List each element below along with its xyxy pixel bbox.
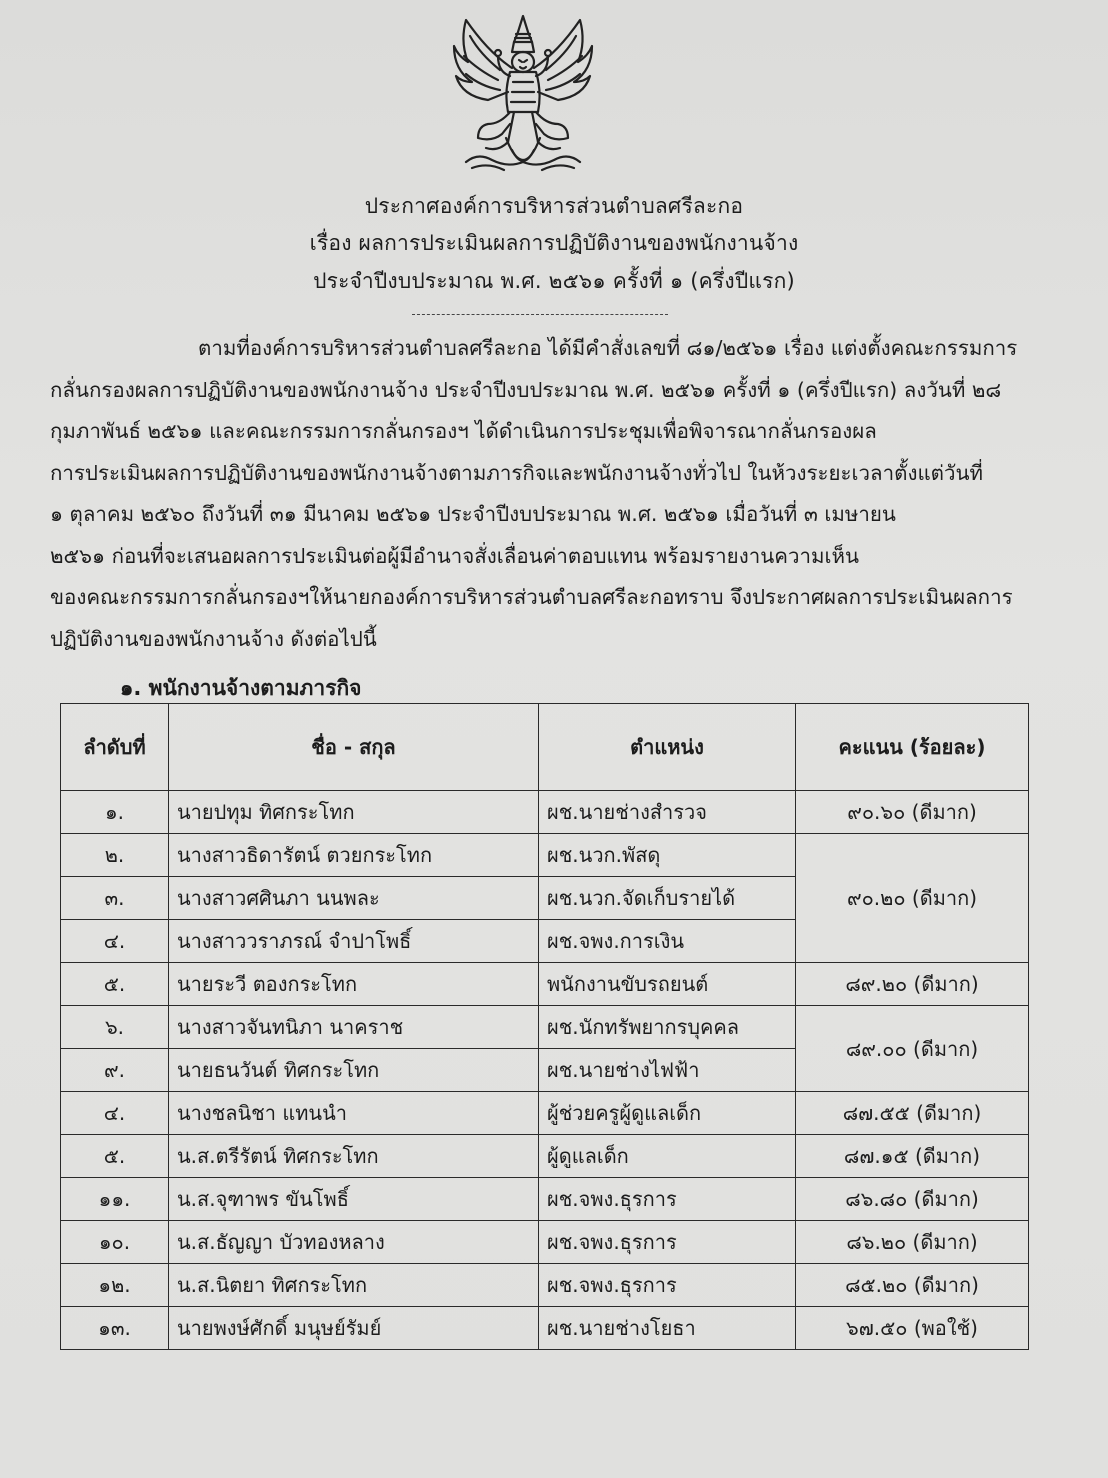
body-line: กุมภาพันธ์ ๒๕๖๑ และคณะกรรมการกลั่นกรองฯ ได้ดำเนินการประชุมเพื่อพิจารณากลั่นกรองผล bbox=[50, 419, 877, 443]
row-score: ๙๐.๒๐ (ดีมาก) bbox=[796, 834, 1029, 963]
row-position: ผช.นักทรัพยากรบุคคล bbox=[539, 1006, 796, 1049]
row-position: ผู้ช่วยครูผู้ดูแลเด็ก bbox=[539, 1092, 796, 1135]
body-line: ๑ ตุลาคม ๒๕๖๐ ถึงวันที่ ๓๑ มีนาคม ๒๕๖๑ ประจำปีงบประมาณ พ.ศ. ๒๕๖๑ เมื่อวันที่ ๓ เมษายน bbox=[50, 502, 896, 526]
row-name: น.ส.ตรีรัตน์ ทิศกระโทก bbox=[169, 1135, 539, 1178]
table-row bbox=[61, 1178, 1029, 1221]
table-row bbox=[61, 791, 1029, 834]
row-name: นายระวี ตองกระโทก bbox=[169, 963, 539, 1006]
header-name: ชื่อ - สกุล bbox=[169, 704, 539, 791]
row-name: นางสาวศศินภา นนพละ bbox=[169, 877, 539, 920]
body-line: กลั่นกรองผลการปฏิบัติงานของพนักงานจ้าง ประจำปีงบประมาณ พ.ศ. ๒๕๖๑ ครั้งที่ ๑ (ครึ่งปีแรก) ลงวันที่ ๒๘ bbox=[50, 377, 1002, 402]
row-position: ผช.จพง.ธุรการ bbox=[539, 1264, 796, 1307]
row-position: ผช.นวก.พัสดุ bbox=[539, 834, 796, 877]
row-number: ๑๒. bbox=[61, 1264, 169, 1307]
body-line: ตามที่องค์การบริหารส่วนตำบลศรีละกอ ได้มีคำสั่งเลขที่ ๘๑/๒๕๖๑ เรื่อง แต่งตั้งคณะกรรมการ bbox=[198, 336, 1018, 360]
header-title: ประกาศองค์การบริหารส่วนตำบลศรีละกอ bbox=[364, 194, 744, 218]
header-fiscal-year: ประจำปีงบประมาณ พ.ศ. ๒๕๖๑ ครั้งที่ ๑ (ครึ่งปีแรก) bbox=[313, 269, 795, 293]
row-position: พนักงานขับรถยนต์ bbox=[539, 963, 796, 1006]
row-name: น.ส.ธัญญา บัวทองหลาง bbox=[169, 1221, 539, 1264]
row-number: ๔. bbox=[61, 920, 169, 963]
row-position: ผช.จพง.ธุรการ bbox=[539, 1178, 796, 1221]
body-line: ๒๕๖๑ ก่อนที่จะเสนอผลการประเมินต่อผู้มีอำนาจสั่งเลื่อนค่าตอบแทน พร้อมรายงานความเห็น bbox=[50, 543, 860, 568]
table-row bbox=[61, 1092, 1029, 1135]
table-row bbox=[61, 834, 1029, 877]
row-number: ๑๓. bbox=[61, 1307, 169, 1350]
table-row bbox=[61, 1307, 1029, 1350]
row-position: ผช.นวก.จัดเก็บรายได้ bbox=[539, 877, 796, 920]
row-name: นางสาวธิดารัตน์ ตวยกระโทก bbox=[169, 834, 539, 877]
header-divider bbox=[412, 314, 668, 315]
body-paragraph bbox=[50, 328, 1052, 660]
employee-score-table bbox=[60, 703, 1029, 1350]
body-line: ปฏิบัติงานของพนักงานจ้าง ดังต่อไปนี้ bbox=[50, 626, 377, 651]
row-name: น.ส.จุฑาพร ขันโพธิ์ bbox=[169, 1178, 539, 1221]
row-name: นายพงษ์ศักดิ์ มนุษย์รัมย์ bbox=[169, 1307, 539, 1350]
body-line: ของคณะกรรมการกลั่นกรองฯให้นายกองค์การบริหารส่วนตำบลศรีละกอทราบ จึงประกาศผลการประเมินผลการ bbox=[50, 585, 1013, 609]
garuda-emblem-icon bbox=[448, 12, 598, 182]
row-position: ผช.จพง.ธุรการ bbox=[539, 1221, 796, 1264]
row-number: ๙. bbox=[61, 1049, 169, 1092]
row-position: ผู้ดูแลเด็ก bbox=[539, 1135, 796, 1178]
row-score: ๘๗.๕๕ (ดีมาก) bbox=[796, 1092, 1029, 1135]
row-number: ๔. bbox=[61, 1092, 169, 1135]
row-number: ๕. bbox=[61, 963, 169, 1006]
row-name: นายธนวันต์ ทิศกระโทก bbox=[169, 1049, 539, 1092]
row-name: น.ส.นิตยา ทิศกระโทก bbox=[169, 1264, 539, 1307]
row-position: ผช.นายช่างสำรวจ bbox=[539, 791, 796, 834]
section-title: ๑. พนักงานจ้างตามภารกิจ bbox=[120, 676, 362, 700]
row-score: ๘๖.๒๐ (ดีมาก) bbox=[796, 1221, 1029, 1264]
row-score: ๘๕.๒๐ (ดีมาก) bbox=[796, 1264, 1029, 1307]
row-score: ๙๐.๖๐ (ดีมาก) bbox=[796, 791, 1029, 834]
header-position: ตำแหน่ง bbox=[539, 704, 796, 791]
table-row bbox=[61, 1264, 1029, 1307]
header-score: คะแนน (ร้อยละ) bbox=[796, 704, 1029, 791]
row-number: ๕. bbox=[61, 1135, 169, 1178]
header-subject: เรื่อง ผลการประเมินผลการปฏิบัติงานของพนักงานจ้าง bbox=[309, 231, 799, 255]
row-name: นายปทุม ทิศกระโทก bbox=[169, 791, 539, 834]
row-number: ๒. bbox=[61, 834, 169, 877]
row-position: ผช.นายช่างไฟฟ้า bbox=[539, 1049, 796, 1092]
row-number: ๖. bbox=[61, 1006, 169, 1049]
table-header-row bbox=[61, 704, 1029, 791]
row-score: ๘๗.๑๕ (ดีมาก) bbox=[796, 1135, 1029, 1178]
row-score: ๘๙.๐๐ (ดีมาก) bbox=[796, 1006, 1029, 1092]
body-line: การประเมินผลการปฏิบัติงานของพนักงานจ้างตามภารกิจและพนักงานจ้างทั่วไป ในห้วงระยะเวลาตั้งแต่วันที่ bbox=[50, 460, 984, 485]
row-position: ผช.นายช่างโยธา bbox=[539, 1307, 796, 1350]
table-row bbox=[61, 1221, 1029, 1264]
row-name: นางสาววราภรณ์ จำปาโพธิ์ bbox=[169, 920, 539, 963]
row-name: นางสาวจันทนิภา นาคราช bbox=[169, 1006, 539, 1049]
row-number: ๑๐. bbox=[61, 1221, 169, 1264]
table-row bbox=[61, 1135, 1029, 1178]
row-number: ๑. bbox=[61, 791, 169, 834]
row-number: ๑๑. bbox=[61, 1178, 169, 1221]
table-row bbox=[61, 1006, 1029, 1049]
table-row bbox=[61, 963, 1029, 1006]
row-position: ผช.จพง.การเงิน bbox=[539, 920, 796, 963]
row-score: ๘๖.๘๐ (ดีมาก) bbox=[796, 1178, 1029, 1221]
row-score: ๘๙.๒๐ (ดีมาก) bbox=[796, 963, 1029, 1006]
row-score: ๖๗.๕๐ (พอใช้) bbox=[796, 1307, 1029, 1350]
header-order: ลำดับที่ bbox=[61, 704, 169, 791]
row-number: ๓. bbox=[61, 877, 169, 920]
row-name: นางชลนิชา แทนนำ bbox=[169, 1092, 539, 1135]
